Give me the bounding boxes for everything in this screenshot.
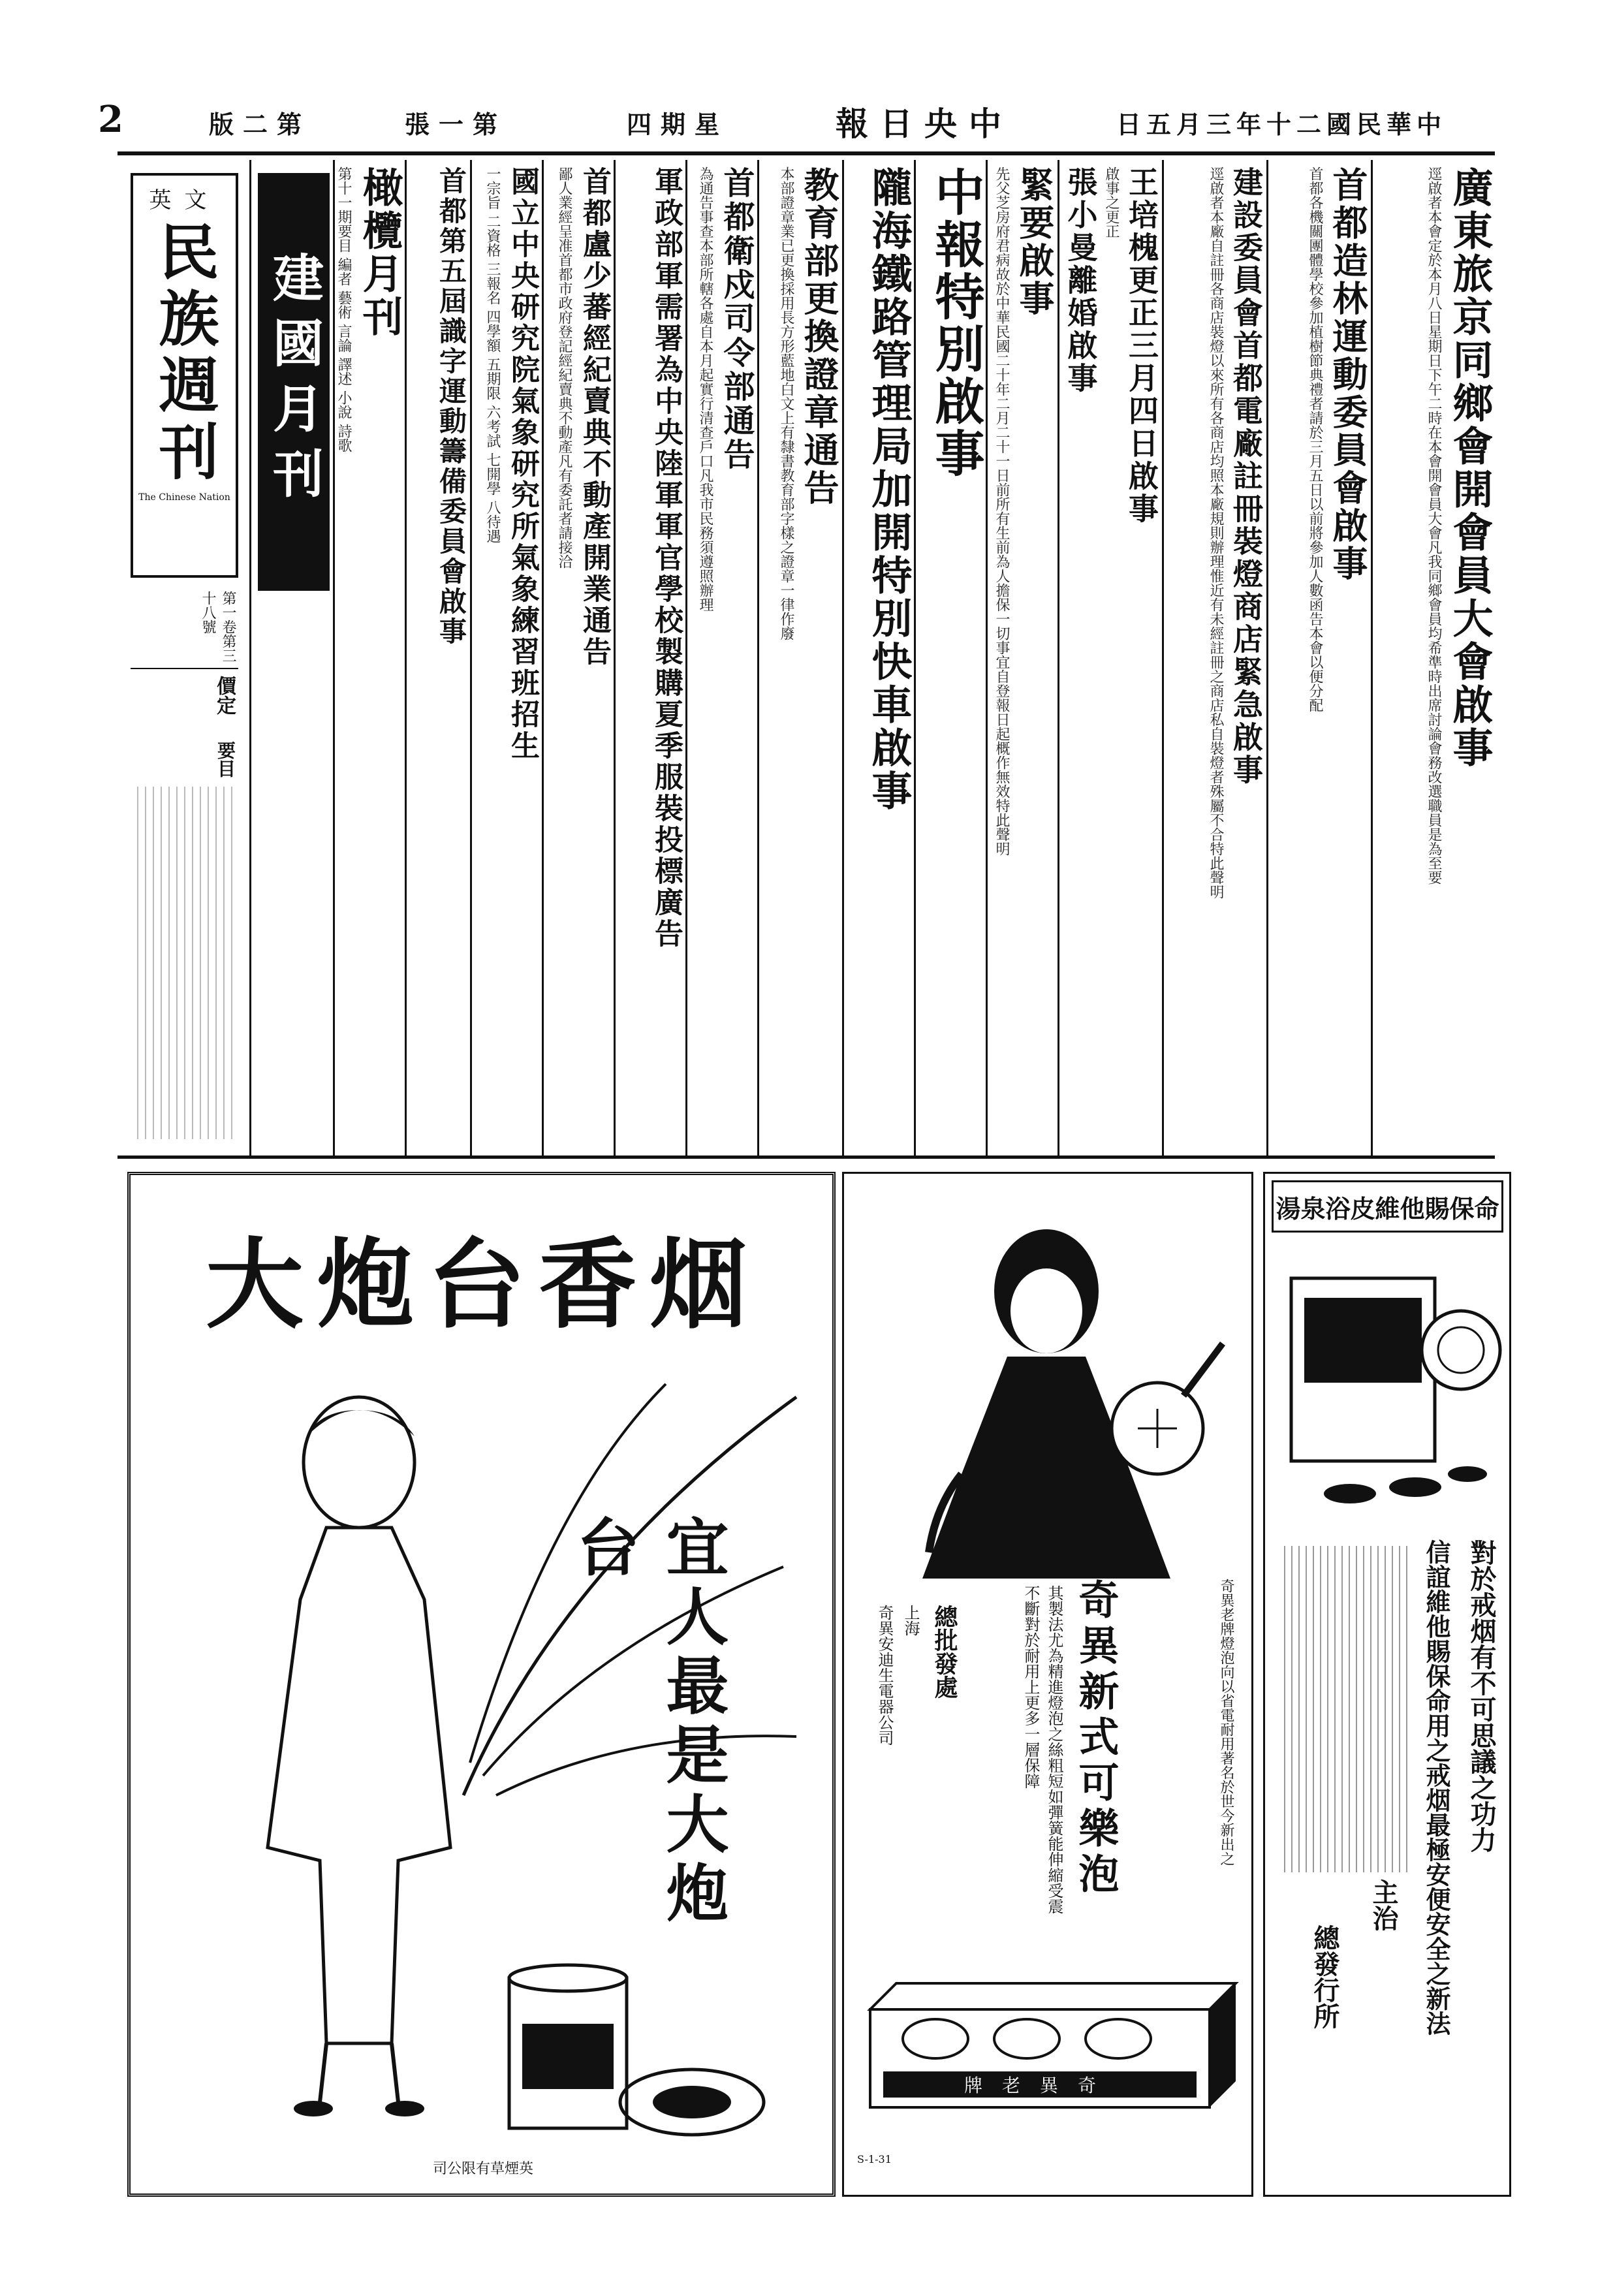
notice-title: 首都第五屆識字運動籌備委員會啟事 <box>435 166 467 647</box>
header-rule <box>118 151 1495 155</box>
notice-title: 王培槐更正三月四日啟事 <box>1124 166 1159 526</box>
notice-title: 建設委員會首都電廠註冊裝燈商店緊急啟事 <box>1229 166 1264 787</box>
ad-medicine-text-block <box>1278 1546 1409 1872</box>
weekly-title: 民族週刊 <box>149 221 220 487</box>
notice-power-plant <box>1162 160 1266 1159</box>
notice-meteorology <box>470 160 542 1159</box>
ad-medicine-banner: 湯泉浴皮維他賜保命 <box>1272 1180 1503 1233</box>
notice-title: 首都衛戍司令部通告 <box>718 166 755 472</box>
notice-zhongbao <box>914 160 986 1159</box>
ad-medicine <box>1263 1172 1511 2197</box>
weekday-label: 四期星 <box>627 110 729 139</box>
ad-medicine-slogan: 信誼維他賜保命用之戒烟最極安便安全之新法 <box>1422 1539 1451 2036</box>
ad-vacuum-distributor: 總批發處 <box>931 1605 958 1699</box>
notice-title: 軍政部軍需署為中央陸軍軍官學校製購夏季服裝投標廣告 <box>650 166 683 950</box>
notice-text: 啟事之更正 <box>1103 166 1120 238</box>
notice-corrections <box>1058 160 1162 1159</box>
ad-vacuum-company: 奇異安迪生電器公司 <box>875 1605 894 1746</box>
medicine-package-illustration <box>1272 1239 1507 1520</box>
masthead <box>98 98 1541 150</box>
notice-urgent <box>986 160 1058 1159</box>
ad-medicine-tag: 主治 <box>1368 1879 1399 1931</box>
notice-text: 逕啟者本會定於本月八日星期日下午二時在本會開會員大會凡我同鄉會員均希準時出席討論會務改選職員是為至要 <box>1426 166 1442 885</box>
lady-with-bulb-illustration <box>857 1213 1242 1579</box>
notice-national-weekly <box>118 160 251 1159</box>
notice-title: 張小曼離婚啟事 <box>1063 166 1099 395</box>
notice-title: 橄欖月刊 <box>356 166 403 339</box>
weekly-contents-label: 要目 <box>215 741 236 778</box>
bulb-box-brand: 牌老異奇 <box>964 2075 1116 2096</box>
notice-education <box>757 160 842 1159</box>
date-label: 日五月三年十二國民華中 <box>1116 110 1447 139</box>
ad-cigarette-footer: 司公限有草煙英 <box>432 2161 533 2177</box>
weekly-subtitle: The Chinese Nation <box>138 492 230 503</box>
ad-vacuum-intro: 奇異老牌燈泡向以省電耐用著名於世今新出之 <box>1218 1579 1234 1866</box>
notice-text: 先父芝房府君病故於中華民國二十年二月二十一日前所有生前為人擔保一切事宜自登報日起概作無效特此聲明 <box>994 166 1010 856</box>
notice-text: 逕啟者本廠自註冊各商店裝燈以來所有各商店均照本廠規則辦理惟近有未經註冊之商店私自裝燈者殊屬不合特此聲明 <box>1208 166 1224 899</box>
ad-medicine-headline: 對於戒烟有不可思議之功力 <box>1466 1539 1497 1853</box>
notice-title: 廣東旅京同鄉會開會員大會啟事 <box>1446 166 1494 770</box>
ad-cigarette-title: 大炮台香烟 <box>206 1227 761 1342</box>
notices-area <box>118 160 1495 1159</box>
notice-text <box>1058 166 1059 1152</box>
ad-vacuum-code: S-1-31 <box>857 2153 892 2165</box>
notice-title: 緊要啟事 <box>1014 166 1056 318</box>
notice-military-supply <box>614 160 685 1159</box>
notice-guangdong <box>1371 160 1495 1159</box>
notice-title: 中報特別啟事 <box>927 166 985 480</box>
notice-literacy <box>405 160 470 1159</box>
notice-title: 國立中央研究院氣象研究所氣象練習班招生 <box>506 166 539 762</box>
paper-name: 報日央中 <box>836 104 1013 143</box>
jianguo-monthly-plaque <box>258 173 330 591</box>
notice-title: 首都造林運動委員會啟事 <box>1327 166 1369 583</box>
ad-cigarette-slogan: 宜人最是大炮台 <box>567 1515 730 1930</box>
ad-vacuum-title: 奇異新式可樂泡 <box>1072 1579 1120 1898</box>
notice-title: 首都盧少蕃經紀賣典不動產開業通告 <box>578 166 611 668</box>
weekly-contents-list <box>131 787 238 1139</box>
notice-text: 鄙人業經呈准首都市政府登記經紀賣典不動產凡有委託者請接洽 <box>556 166 572 569</box>
ad-vacuum-city: 上海 <box>901 1605 920 1636</box>
sheet-label: 張一第 <box>405 110 507 139</box>
ad-medicine-agent: 總發行所 <box>1309 1925 1340 2029</box>
notice-afforestation <box>1266 160 1371 1159</box>
page-number: 2 <box>98 98 133 141</box>
notice-text: 為通告事查本部所轄各處自本月起實行清查戶口凡我市民務須遵照辦理 <box>697 166 713 612</box>
notice-garrison <box>685 160 757 1159</box>
notice-longhai <box>842 160 914 1159</box>
cigarette-tin-illustration <box>496 1952 770 2148</box>
section-label: 版二第 <box>209 110 311 139</box>
notice-text: 第十一期要目 編者 藝術 言論 譯述 小說 詩歌 <box>336 166 352 452</box>
notice-title: 教育部更換證章通告 <box>798 166 840 507</box>
ad-cigarette <box>127 1172 836 2197</box>
notice-text: 首都各機關團體學校參加植樹節典禮者請於三月五日以前將參加人數函告本會以便分配 <box>1307 166 1323 712</box>
weekly-english-label: 英文 <box>149 187 220 213</box>
weekly-price-label: 價定 <box>213 676 236 715</box>
notice-title: 隴海鐵路管理局加開特別快車啟事 <box>865 166 913 813</box>
notice-real-estate <box>542 160 614 1159</box>
notice-text: 本部證章業已更換採用長方形藍地白文上有隸書教育部字樣之證章一律作廢 <box>778 166 794 640</box>
ad-vacuum-body: 其製法尤為精進燈泡之絲粗短如彈簧能伸縮受震不斷對於耐用上更多一層保障 <box>1022 1585 1063 1914</box>
notice-text: 一宗旨 二資格 三報名 四學額 五期限 六考試 七開學 八待遇 <box>484 166 501 543</box>
notice-olive-monthly <box>333 160 405 1159</box>
ad-vacuum-bulb <box>842 1172 1253 2197</box>
weekly-issue: 第一卷第三十八號 <box>131 591 238 669</box>
weekly-title-box <box>131 173 238 578</box>
plaque-title: 建國月刊 <box>264 251 324 512</box>
